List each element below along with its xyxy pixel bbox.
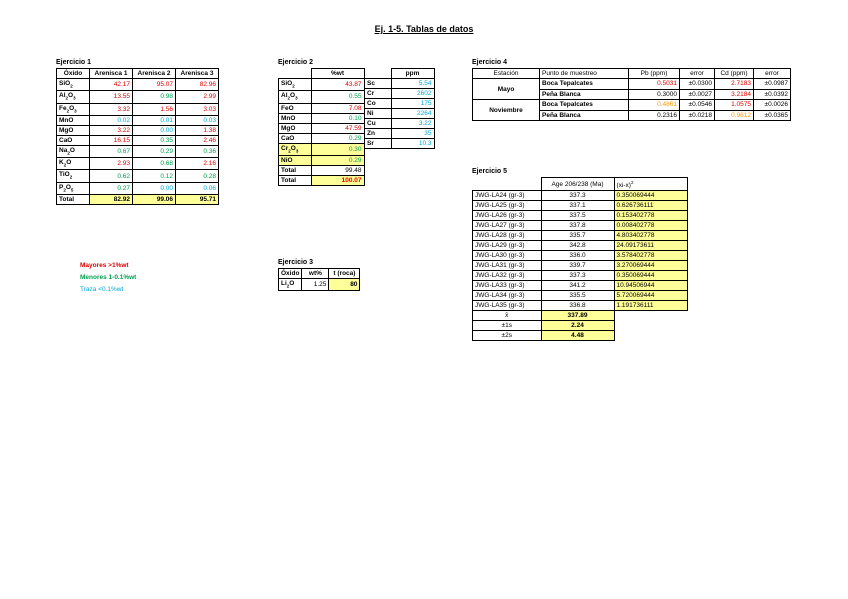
ej1-value: 13.55: [90, 91, 133, 103]
ej1-value: 0.36: [176, 145, 219, 157]
ej1-total-row: [57, 195, 219, 205]
table-row: [57, 158, 219, 170]
ej1-oxide: $K_2O$: [57, 158, 90, 170]
ej5-stat-value: 4.48: [541, 331, 614, 341]
ej1-value: 95.07: [133, 79, 176, 91]
ej4-punto: Boca Tepalcates: [540, 100, 629, 111]
ej1-value: 0.02: [90, 115, 133, 125]
ej2-value: 43.87: [311, 79, 364, 91]
ej1-value: 0.06: [176, 182, 219, 194]
ej1-header: Arenisca 2: [133, 69, 176, 79]
ej2-ppm-value: 175: [391, 99, 434, 109]
ej5-stat-row: [473, 321, 688, 331]
table-row: [473, 79, 791, 90]
ej1-value: 2.46: [176, 135, 219, 145]
ej5-age: 337.3: [541, 271, 614, 281]
ej1-value: 0.35: [133, 135, 176, 145]
ej2-total-label: Total: [279, 165, 312, 175]
ej5-stat-row: [473, 331, 688, 341]
legend-traza: Traza <0.1%wt: [80, 286, 124, 293]
table-row: [473, 191, 688, 201]
table-row: [57, 103, 219, 115]
ej2-element: Cr: [365, 89, 392, 99]
ej2-total2-value: 100.07: [311, 175, 364, 185]
ej2-oxide: MgO: [279, 123, 312, 133]
ej5-age: 342.8: [541, 241, 614, 251]
ej2-oxide: MnO: [279, 113, 312, 123]
ej2-value: 0.10: [311, 113, 364, 123]
ej4-pb-error: ±0.0218: [680, 110, 715, 121]
ej5-deviation: 0.008402778: [614, 221, 687, 231]
ej4-punto: Peña Blanca: [540, 110, 629, 121]
ej5-dev-header: $(xi-x)^2$: [614, 178, 687, 191]
ej2-ppm-value: 35: [391, 129, 434, 139]
ej5-deviation: 4.803402778: [614, 231, 687, 241]
ej4-pb: 0.3000: [629, 89, 680, 100]
ej1-oxide: $Fe_2O_3$: [57, 103, 90, 115]
ej4-header: error: [680, 69, 715, 79]
ej5-age-header: Age 206/238 (Ma): [541, 178, 614, 191]
ej3-t-roca: 80: [329, 279, 360, 291]
ej5-sample: JWG-LA33 (gr-3): [473, 281, 542, 291]
table-row: [473, 271, 688, 281]
ej2-ppm-header: ppm: [391, 69, 434, 79]
ej5-stat-value: 337.89: [541, 311, 614, 321]
table-row: [473, 291, 688, 301]
ej1-value: 0.03: [176, 115, 219, 125]
ej5-stat-label: x̄: [473, 311, 542, 321]
ej2-element: Cu: [365, 119, 392, 129]
ej1-value: 2.16: [176, 158, 219, 170]
ej5-sample: JWG-LA35 (gr-3): [473, 301, 542, 311]
ej5-age: 337.3: [541, 191, 614, 201]
ej4-header: Estación: [473, 69, 540, 79]
ej5-label: Ejercicio 5: [472, 168, 508, 175]
ej5-deviation: 10.94506944: [614, 281, 687, 291]
ej5-sample: JWG-LA28 (gr-3): [473, 231, 542, 241]
ej1-value: 3.22: [90, 125, 133, 135]
ej4-cd-error: ±0.0987: [754, 79, 791, 90]
page-title: Ej. 1-5. Tablas de datos: [374, 24, 474, 34]
ej5-sample: JWG-LA27 (gr-3): [473, 221, 542, 231]
ej2-total-row: [279, 165, 365, 175]
ej5-deviation: 5.720069444: [614, 291, 687, 301]
table-row: [279, 91, 365, 103]
ej4-pb: 0.2316: [629, 110, 680, 121]
ej2-oxide: $Cr_2O_3$: [279, 143, 312, 155]
ej4-pb-error: ±0.0300: [680, 79, 715, 90]
table-row: [279, 103, 365, 113]
table-row: [473, 221, 688, 231]
ej2-oxide: SiO$_2$: [279, 79, 312, 91]
ej1-value: 2.93: [90, 158, 133, 170]
ej5-sample: JWG-LA29 (gr-3): [473, 241, 542, 251]
table-row: [473, 231, 688, 241]
table-row: [57, 79, 219, 91]
ej1-total-label: Total: [57, 195, 90, 205]
ej1-value: 16.15: [90, 135, 133, 145]
ej2-value: 7.08: [311, 103, 364, 113]
ej2-value: 0.29: [311, 155, 364, 165]
ej5-stat-empty: [614, 331, 687, 341]
ej2-ppm-value: 2602: [391, 89, 434, 99]
ej4-pb: 0.4861: [629, 100, 680, 111]
ej1-value: 3.32: [90, 103, 133, 115]
table-row: [365, 109, 435, 119]
legend-menores: Menores 1-0.1%wt: [80, 274, 137, 281]
ej2-oxide-table: [278, 68, 365, 186]
ej2-total-value: 99.48: [311, 165, 364, 175]
ej1-value: 0.28: [176, 170, 219, 182]
ej4-cd-error: ±0.0026: [754, 100, 791, 111]
table-row: [57, 182, 219, 194]
ej2-element: Sc: [365, 79, 392, 89]
ej1-value: 0.27: [90, 182, 133, 194]
ej1-oxide: MnO: [57, 115, 90, 125]
ej5-age: 336.8: [541, 301, 614, 311]
ej1-value: 1.56: [133, 103, 176, 115]
ej2-ppm-table: [364, 68, 435, 149]
ej2-value: 47.59: [311, 123, 364, 133]
ej1-header: Arenisca 1: [90, 69, 133, 79]
ej5-stat-label: ±2s: [473, 331, 542, 341]
table-row: [279, 123, 365, 133]
ej5-stat-row: [473, 311, 688, 321]
table-row: [279, 113, 365, 123]
ej2-element: Zn: [365, 129, 392, 139]
ej5-sample: JWG-LA31 (gr-3): [473, 261, 542, 271]
ej1-value: 42.17: [90, 79, 133, 91]
ej5-deviation: 0.350069444: [614, 271, 687, 281]
ej5-table: [472, 177, 688, 341]
table-row: [279, 133, 365, 143]
table-row: [57, 91, 219, 103]
ej5-age: 336.0: [541, 251, 614, 261]
ej2-ppm-value: 3.22: [391, 119, 434, 129]
ej2-oxide: FeO: [279, 103, 312, 113]
table-row: [279, 155, 365, 165]
ej2-wt-header: %wt: [311, 69, 364, 79]
ej1-value: 0.00: [133, 125, 176, 135]
ej5-sample: JWG-LA34 (gr-3): [473, 291, 542, 301]
table-row: [365, 99, 435, 109]
ej1-value: 0.98: [133, 91, 176, 103]
ej4-cd: 3.2184: [715, 89, 754, 100]
ej3-wt: 1.25: [302, 279, 329, 291]
ej5-sample: JWG-LA32 (gr-3): [473, 271, 542, 281]
ej3-header-wt: wt%: [302, 269, 329, 279]
ej5-deviation: 24.09173611: [614, 241, 687, 251]
ej3-label: Ejercicio 3: [278, 259, 314, 266]
ej1-label: Ejercicio 1: [56, 59, 92, 66]
ej5-deviation: 0.153402778: [614, 211, 687, 221]
ej4-label: Ejercicio 4: [472, 59, 508, 66]
ej3-table: [278, 268, 360, 291]
table-row: [57, 170, 219, 182]
ej4-header: error: [754, 69, 791, 79]
ej2-oxide: CaO: [279, 133, 312, 143]
ej4-punto: Peña Blanca: [540, 89, 629, 100]
table-row: [57, 135, 219, 145]
ej5-sample: JWG-LA26 (gr-3): [473, 211, 542, 221]
ej1-header: Arenisca 3: [176, 69, 219, 79]
ej1-oxide: MgO: [57, 125, 90, 135]
ej4-cd-error: ±0.0365: [754, 110, 791, 121]
ej4-header: Pb (ppm): [629, 69, 680, 79]
ej1-oxide: $P_2O_5$: [57, 182, 90, 194]
ej5-stat-empty: [614, 321, 687, 331]
ej1-oxide: $Na_2O$: [57, 145, 90, 157]
ej2-oxide: NiO: [279, 155, 312, 165]
ej3-oxide: $Li_2O$: [279, 279, 302, 291]
ej1-value: 2.99: [176, 91, 219, 103]
ej5-deviation: 1.191736111: [614, 301, 687, 311]
table-row: [473, 251, 688, 261]
table-row: [57, 145, 219, 157]
table-row: [365, 79, 435, 89]
ej4-estacion: Noviembre: [473, 100, 540, 121]
ej1-oxide: TiO$_2$: [57, 170, 90, 182]
ej5-stat-label: ±1s: [473, 321, 542, 331]
ej5-sample: JWG-LA24 (gr-3): [473, 191, 542, 201]
table-row: [473, 301, 688, 311]
ej2-total2-row: [279, 175, 365, 185]
ej5-age: 337.5: [541, 211, 614, 221]
table-row: [473, 241, 688, 251]
table-row: [473, 281, 688, 291]
ej3-header-t: t (roca): [329, 269, 360, 279]
ej1-oxide: $Al_2O_3$: [57, 91, 90, 103]
ej1-oxide: CaO: [57, 135, 90, 145]
ej1-total-value: 82.92: [90, 195, 133, 205]
ej2-ppm-value: 5.54: [391, 79, 434, 89]
ej2-ppm-value: 10.3: [391, 139, 434, 149]
ej4-pb-error: ±0.0027: [680, 89, 715, 100]
ej1-header: Óxido: [57, 69, 90, 79]
ej1-total-value: 99.06: [133, 195, 176, 205]
ej4-table: [472, 68, 791, 121]
ej2-oxide: $Al_2O_3$: [279, 91, 312, 103]
ej2-total2-label: Total: [279, 175, 312, 185]
ej5-stat-empty: [614, 311, 687, 321]
ej2-value: 0.30: [311, 143, 364, 155]
ej1-value: 0.29: [133, 145, 176, 157]
ej5-deviation: 3.270069444: [614, 261, 687, 271]
ej5-age: 337.8: [541, 221, 614, 231]
ej1-value: 0.00: [133, 182, 176, 194]
ej2-element: Ni: [365, 109, 392, 119]
ej1-value: 0.12: [133, 170, 176, 182]
ej4-pb-error: ±0.0546: [680, 100, 715, 111]
ej2-value: 0.55: [311, 91, 364, 103]
ej4-punto: Boca Tepalcates: [540, 79, 629, 90]
ej4-cd: 0.9612: [715, 110, 754, 121]
table-row: [473, 211, 688, 221]
ej1-table: [56, 68, 219, 205]
ej5-sample: JWG-LA30 (gr-3): [473, 251, 542, 261]
table-row: [279, 143, 365, 155]
ej2-element: Co: [365, 99, 392, 109]
table-row: [365, 119, 435, 129]
ej1-value: 0.62: [90, 170, 133, 182]
ej1-value: 0.67: [90, 145, 133, 157]
table-row: [57, 125, 219, 135]
ej5-age: 335.7: [541, 231, 614, 241]
table-row: [365, 139, 435, 149]
ej4-pb: 0.5031: [629, 79, 680, 90]
ej4-header: Cd (ppm): [715, 69, 754, 79]
ej5-sample: JWG-LA25 (gr-3): [473, 201, 542, 211]
ej1-oxide: SiO$_2$: [57, 79, 90, 91]
ej1-value: 1.38: [176, 125, 219, 135]
ej5-age: 339.7: [541, 261, 614, 271]
ej4-cd: 1.0575: [715, 100, 754, 111]
ej4-header: Punto de muestreo: [540, 69, 629, 79]
ej5-deviation: 0.350069444: [614, 191, 687, 201]
table-row: [473, 261, 688, 271]
legend-mayores: Mayores >1%wt: [80, 262, 129, 269]
ej5-deviation: 0.626736111: [614, 201, 687, 211]
table-row: [57, 115, 219, 125]
ej1-value: 0.68: [133, 158, 176, 170]
ej1-value: 0.01: [133, 115, 176, 125]
table-row: [365, 89, 435, 99]
ej5-age: 337.1: [541, 201, 614, 211]
ej2-label: Ejercicio 2: [278, 59, 314, 66]
table-row: [365, 129, 435, 139]
ej5-deviation: 3.578402778: [614, 251, 687, 261]
table-row: [473, 100, 791, 111]
ej4-estacion: Mayo: [473, 79, 540, 100]
ej1-value: 3.03: [176, 103, 219, 115]
table-row: [279, 79, 365, 91]
ej2-element: Sr: [365, 139, 392, 149]
ej1-total-value: 95.71: [176, 195, 219, 205]
table-row: [473, 201, 688, 211]
ej5-stat-value: 2.24: [541, 321, 614, 331]
ej2-ppm-value: 2264: [391, 109, 434, 119]
ej3-header-oxido: Óxido: [279, 269, 302, 279]
ej5-age: 335.5: [541, 291, 614, 301]
ej1-value: 82.96: [176, 79, 219, 91]
ej4-cd-error: ±0.0392: [754, 89, 791, 100]
ej2-value: 0.29: [311, 133, 364, 143]
ej4-cd: 2.7183: [715, 79, 754, 90]
ej5-age: 341.2: [541, 281, 614, 291]
